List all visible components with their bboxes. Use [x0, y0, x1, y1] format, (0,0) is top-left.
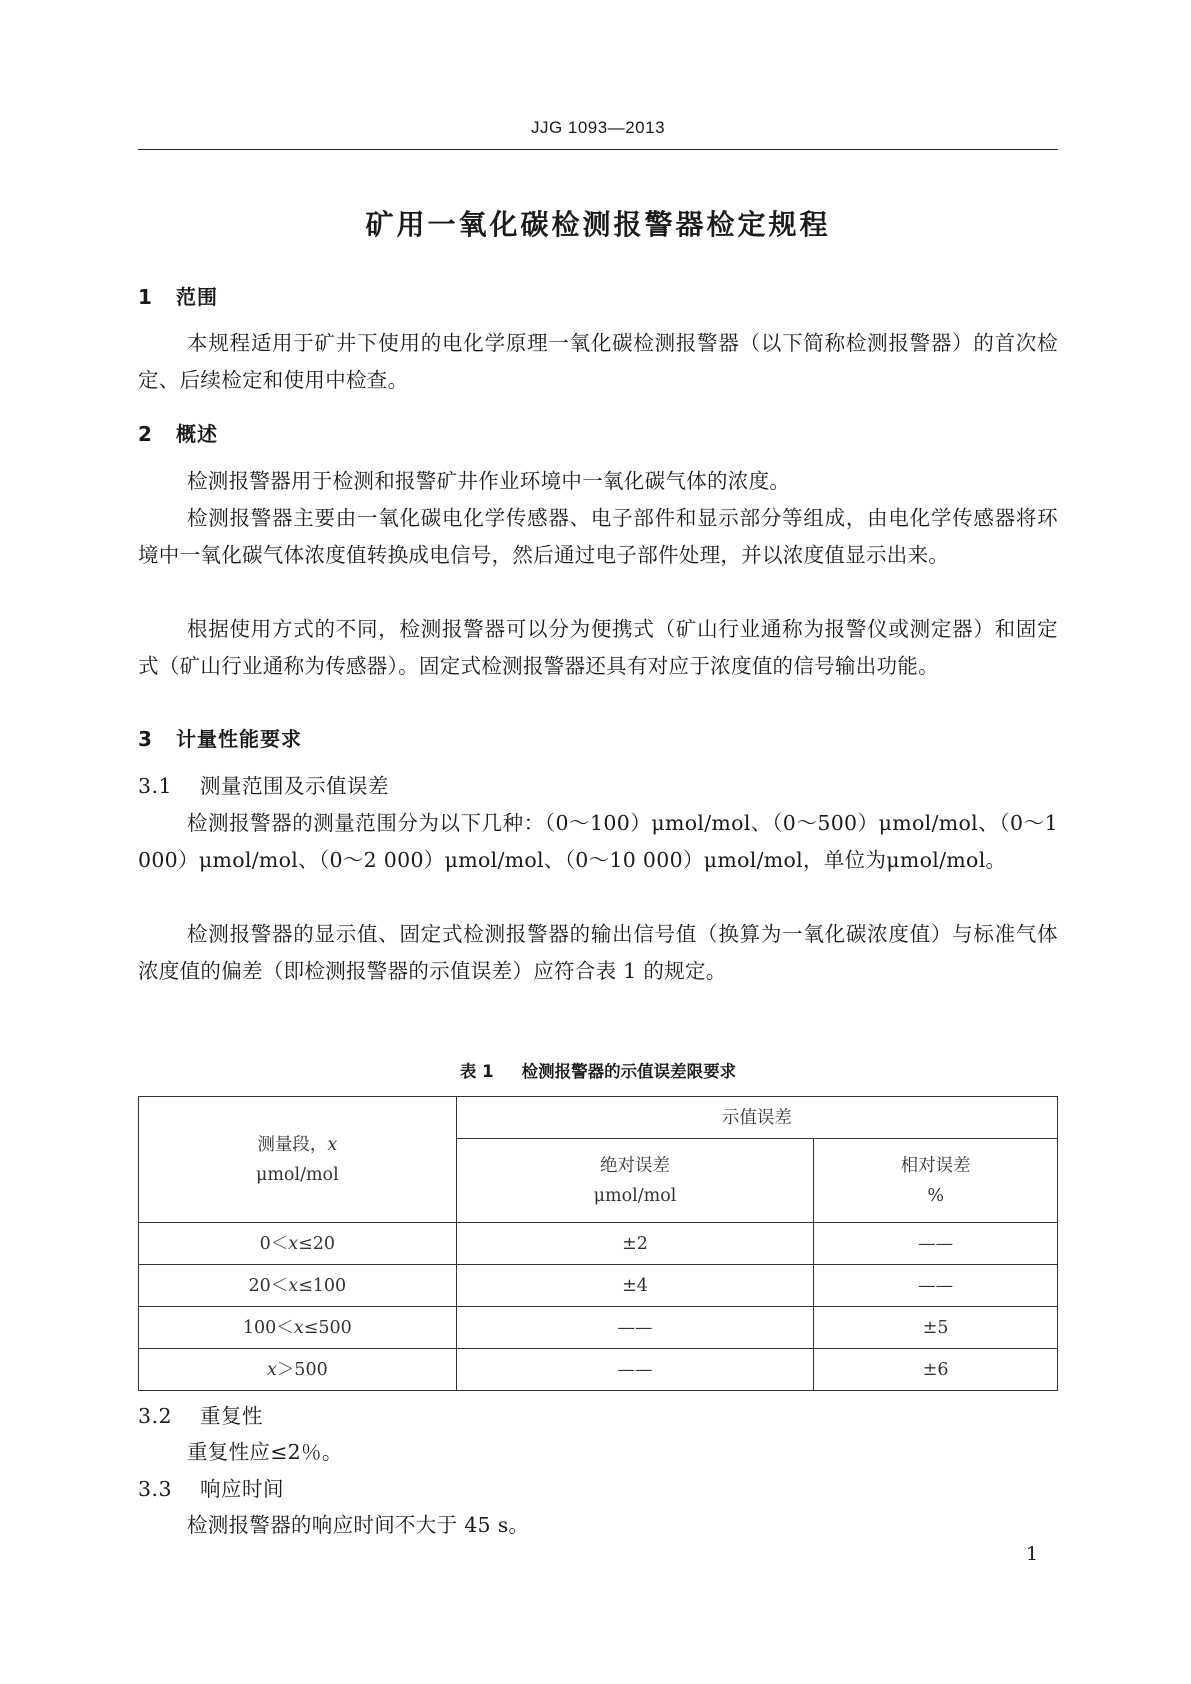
absolute-error-cell: ——	[456, 1349, 814, 1391]
subsection-3-3-heading	[138, 1471, 284, 1508]
absolute-error-cell: ±4	[456, 1265, 814, 1307]
header-range-label: 测量段，	[257, 1134, 328, 1155]
subsection-number: 3.1	[138, 774, 173, 798]
table-row	[139, 1265, 1058, 1307]
section-2-paragraph-2: 检测报警器主要由一氧化碳电化学传感器、电子部件和显示部分等组成，由电化学传感器将环境中一氧化碳气体浓度值转换成电信号，然后通过电子部件处理，并以浓度值显示出来。	[138, 506, 1058, 567]
table-caption-number: 表 1	[459, 1062, 494, 1081]
relative-error-cell: ——	[814, 1265, 1058, 1307]
table-caption	[138, 1058, 1058, 1082]
table-row	[139, 1349, 1058, 1391]
subsection-title: 测量范围及示值误差	[200, 774, 389, 798]
subsection-3-1-paragraph-2: 检测报警器的显示值、固定式检测报警器的输出信号值（换算为一氧化碳浓度值）与标准气体浓度值的偏差（即检测报警器的示值误差）应符合表 1 的规定。	[138, 922, 1058, 983]
absolute-error-cell: ±2	[456, 1223, 814, 1265]
section-number: 2	[138, 422, 153, 446]
document-title: 矿用一氧化碳检测报警器检定规程	[365, 208, 831, 241]
error-limit-table	[138, 1096, 1058, 1391]
header-range-unit: μmol/mol	[255, 1164, 339, 1185]
header-absolute-unit: μmol/mol	[593, 1185, 677, 1206]
header-relative-label: 相对误差	[900, 1155, 971, 1176]
table-caption-title: 检测报警器的示值误差限要求	[521, 1062, 737, 1081]
page-header-code: JJG 1093—2013	[530, 118, 666, 137]
relative-error-cell: ±6	[814, 1349, 1058, 1391]
section-number: 1	[138, 285, 153, 309]
section-1-paragraph: 本规程适用于矿井下使用的电化学原理一氧化碳检测报警器（以下简称检测报警器）的首次检定、后续检定和使用中检查。	[138, 331, 1058, 392]
section-title: 范围	[176, 285, 218, 309]
section-number: 3	[138, 727, 153, 751]
subsection-number: 3.2	[138, 1404, 173, 1428]
header-absolute-error	[456, 1139, 814, 1223]
table-row	[139, 1307, 1058, 1349]
subsection-3-1-paragraph-1: 检测报警器的测量范围分为以下几种：（0～100）μmol/mol、（0～500）μmol/mol、（0～1 000）μmol/mol、（0～2 000）μmol/mol、（0～10 000）μmol/mol，单位为μmol/mol。	[138, 811, 1058, 872]
header-absolute-label: 绝对误差	[599, 1155, 670, 1176]
section-1-heading	[138, 281, 218, 310]
section-2-paragraph-3: 根据使用方式的不同，检测报警器可以分为便携式（矿山行业通称为报警仪或测定器）和固定式（矿山行业通称为传感器）。固定式检测报警器还具有对应于浓度值的信号输出功能。	[138, 617, 1058, 678]
subsection-title: 重复性	[200, 1404, 263, 1428]
header-range-variable: x	[327, 1134, 338, 1155]
range-cell: 100＜x≤500	[139, 1307, 457, 1349]
relative-error-cell: ±5	[814, 1307, 1058, 1349]
header-measurement-range	[139, 1097, 457, 1223]
header-rule	[138, 149, 1058, 150]
section-title: 计量性能要求	[176, 727, 302, 751]
range-cell: 20＜x≤100	[139, 1265, 457, 1307]
header-relative-unit: %	[927, 1185, 944, 1206]
section-2-paragraph-1: 检测报警器用于检测和报警矿井作业环境中一氧化碳气体的浓度。	[187, 469, 791, 493]
range-cell: 0＜x≤20	[139, 1223, 457, 1265]
subsection-3-2-heading	[138, 1398, 263, 1435]
subsection-3-1-heading	[138, 768, 389, 805]
subsection-number: 3.3	[138, 1477, 173, 1501]
absolute-error-cell: ——	[456, 1307, 814, 1349]
table-row	[139, 1223, 1058, 1265]
range-cell: x＞500	[139, 1349, 457, 1391]
subsection-3-3-text: 检测报警器的响应时间不大于 45 s。	[187, 1513, 530, 1537]
header-indication-error: 示值误差	[456, 1097, 1057, 1139]
relative-error-cell: ——	[814, 1223, 1058, 1265]
subsection-title: 响应时间	[200, 1477, 284, 1501]
subsection-3-2-text: 重复性应≤2％。	[187, 1440, 343, 1464]
section-3-heading	[138, 723, 302, 752]
page-number: 1	[1026, 1543, 1039, 1565]
section-2-heading	[138, 418, 218, 447]
section-title: 概述	[176, 422, 218, 446]
header-relative-error	[814, 1139, 1058, 1223]
